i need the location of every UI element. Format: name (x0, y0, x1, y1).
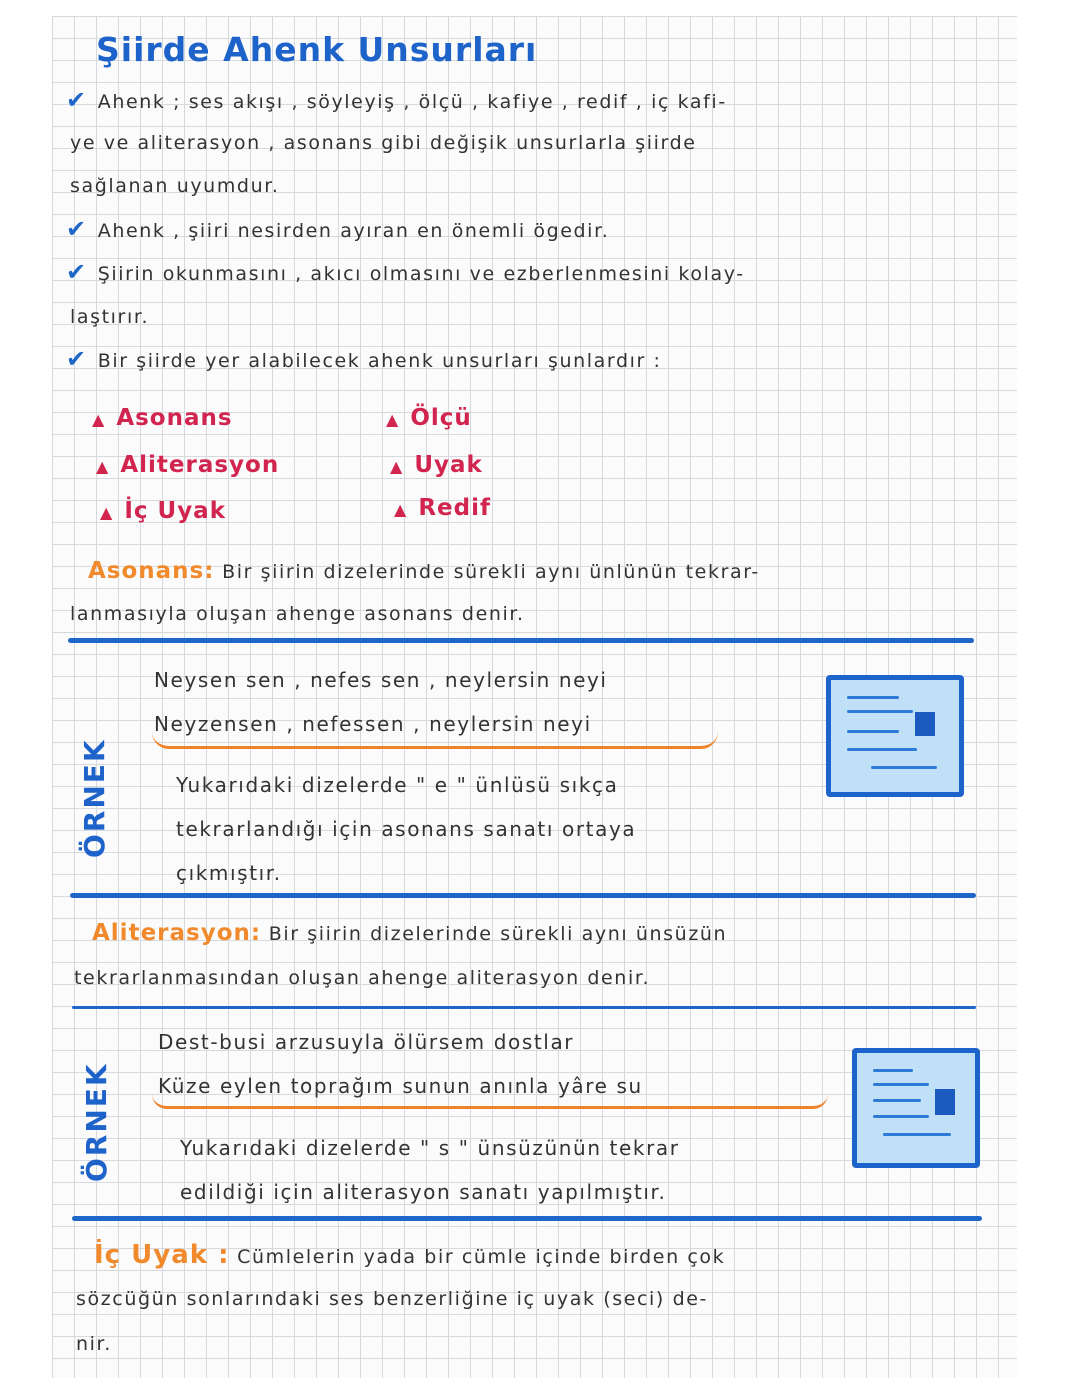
ornek-label: ÖRNEK (80, 1062, 113, 1182)
example-1-verse-1: Neysen sen , nefes sen , neylersin neyi (154, 668, 608, 692)
bullet-3-line-2: laştırır. (70, 306, 150, 328)
triangle-icon: ▲ (100, 503, 113, 522)
triangle-icon: ▲ (394, 500, 407, 519)
page-title: Şiirde Ahenk Unsurları (96, 30, 538, 69)
bullet-4-text: Bir şiirde yer alabilecek ahenk unsurları şunlardır : (97, 350, 662, 372)
bullet-3-line-1 (66, 258, 745, 286)
ic-uyak-term: İç Uyak : (94, 1240, 230, 1270)
asonans-definition-line-1 (88, 558, 760, 584)
bullet-3-text-a: Şiirin okunmasını , akıcı olmasını ve ezberlenmesini kolay- (97, 263, 745, 285)
element-item: ▲ Uyak (390, 452, 483, 478)
element-item: ▲ Ölçü (386, 405, 472, 431)
bullet-1-text-a: Ahenk ; ses akışı , söyleyiş , ölçü , kafiye , redif , iç kafi- (97, 91, 727, 113)
check-icon: ✔ (66, 86, 88, 114)
element-item: ▲ Aliterasyon (96, 452, 280, 478)
bullet-4 (66, 345, 662, 373)
ic-uyak-definition-line-2: sözcüğün sonlarındaki ses benzerliğine iç uyak (seci) de- (76, 1288, 708, 1310)
aliterasyon-definition-line-1 (92, 920, 727, 946)
check-icon: ✔ (66, 258, 88, 286)
element-item: ▲ Redif (394, 495, 491, 521)
check-icon: ✔ (66, 215, 88, 243)
aliterasyon-term: Aliterasyon: (92, 920, 262, 946)
example-1-verse-2: Neyzensen , nefessen , neylersin neyi (154, 712, 592, 736)
aliterasyon-def-text: Bir şiirin dizelerinde sürekli aynı ünsüzün (268, 923, 728, 945)
document-card-icon (826, 675, 964, 797)
divider (68, 638, 974, 643)
example-2-explanation-2: edildiği için aliterasyon sanatı yapılmıştır. (180, 1180, 667, 1204)
triangle-icon: ▲ (96, 457, 109, 476)
bullet-1-line-3: sağlanan uyumdur. (70, 175, 280, 197)
check-icon: ✔ (66, 345, 88, 373)
asonans-def-text: Bir şiirin dizelerinde sürekli aynı ünlünün tekrar- (222, 561, 760, 583)
ic-uyak-def-text: Cümlelerin yada bir cümle içinde birden çok (237, 1246, 726, 1268)
ic-uyak-definition-line-3: nir. (76, 1333, 112, 1355)
example-1-explanation-3: çıkmıştır. (176, 861, 282, 885)
divider (70, 893, 976, 898)
orange-brace (152, 1094, 828, 1109)
aliterasyon-definition-line-2: tekrarlanmasından oluşan ahenge aliterasyon denir. (74, 967, 651, 989)
ic-uyak-definition-line-1 (94, 1240, 725, 1270)
triangle-icon: ▲ (92, 410, 105, 429)
element-item: ▲ İç Uyak (100, 498, 226, 524)
ornek-label: ÖRNEK (78, 738, 111, 858)
element-item: ▲ Asonans (92, 405, 233, 431)
orange-brace (152, 732, 718, 749)
example-1-explanation-1: Yukarıdaki dizelerde " e " ünlüsü sıkça (176, 773, 619, 797)
triangle-icon: ▲ (386, 410, 399, 429)
document-card-icon (852, 1048, 980, 1168)
example-1-explanation-2: tekrarlandığı için asonans sanatı ortaya (176, 817, 637, 841)
triangle-icon: ▲ (390, 457, 403, 476)
asonans-definition-line-2: lanmasıyla oluşan ahenge asonans denir. (70, 603, 525, 625)
example-2-explanation-1: Yukarıdaki dizelerde " s " ünsüzünün tekrar (180, 1136, 680, 1160)
bullet-2-text: Ahenk , şiiri nesirden ayıran en önemli ögedir. (97, 220, 610, 242)
divider (72, 1216, 982, 1221)
bullet-1-line-1 (66, 86, 727, 114)
bullet-2 (66, 215, 609, 243)
asonans-term: Asonans: (88, 558, 215, 584)
divider (72, 1006, 976, 1009)
bullet-1-line-2: ye ve aliterasyon , asonans gibi değişik unsurlarla şiirde (70, 132, 697, 154)
example-2-verse-2: Küze eylen toprağım sunun anınla yâre su (158, 1074, 643, 1098)
example-2-verse-1: Dest-busi arzusuyla ölürsem dostlar (158, 1030, 575, 1054)
